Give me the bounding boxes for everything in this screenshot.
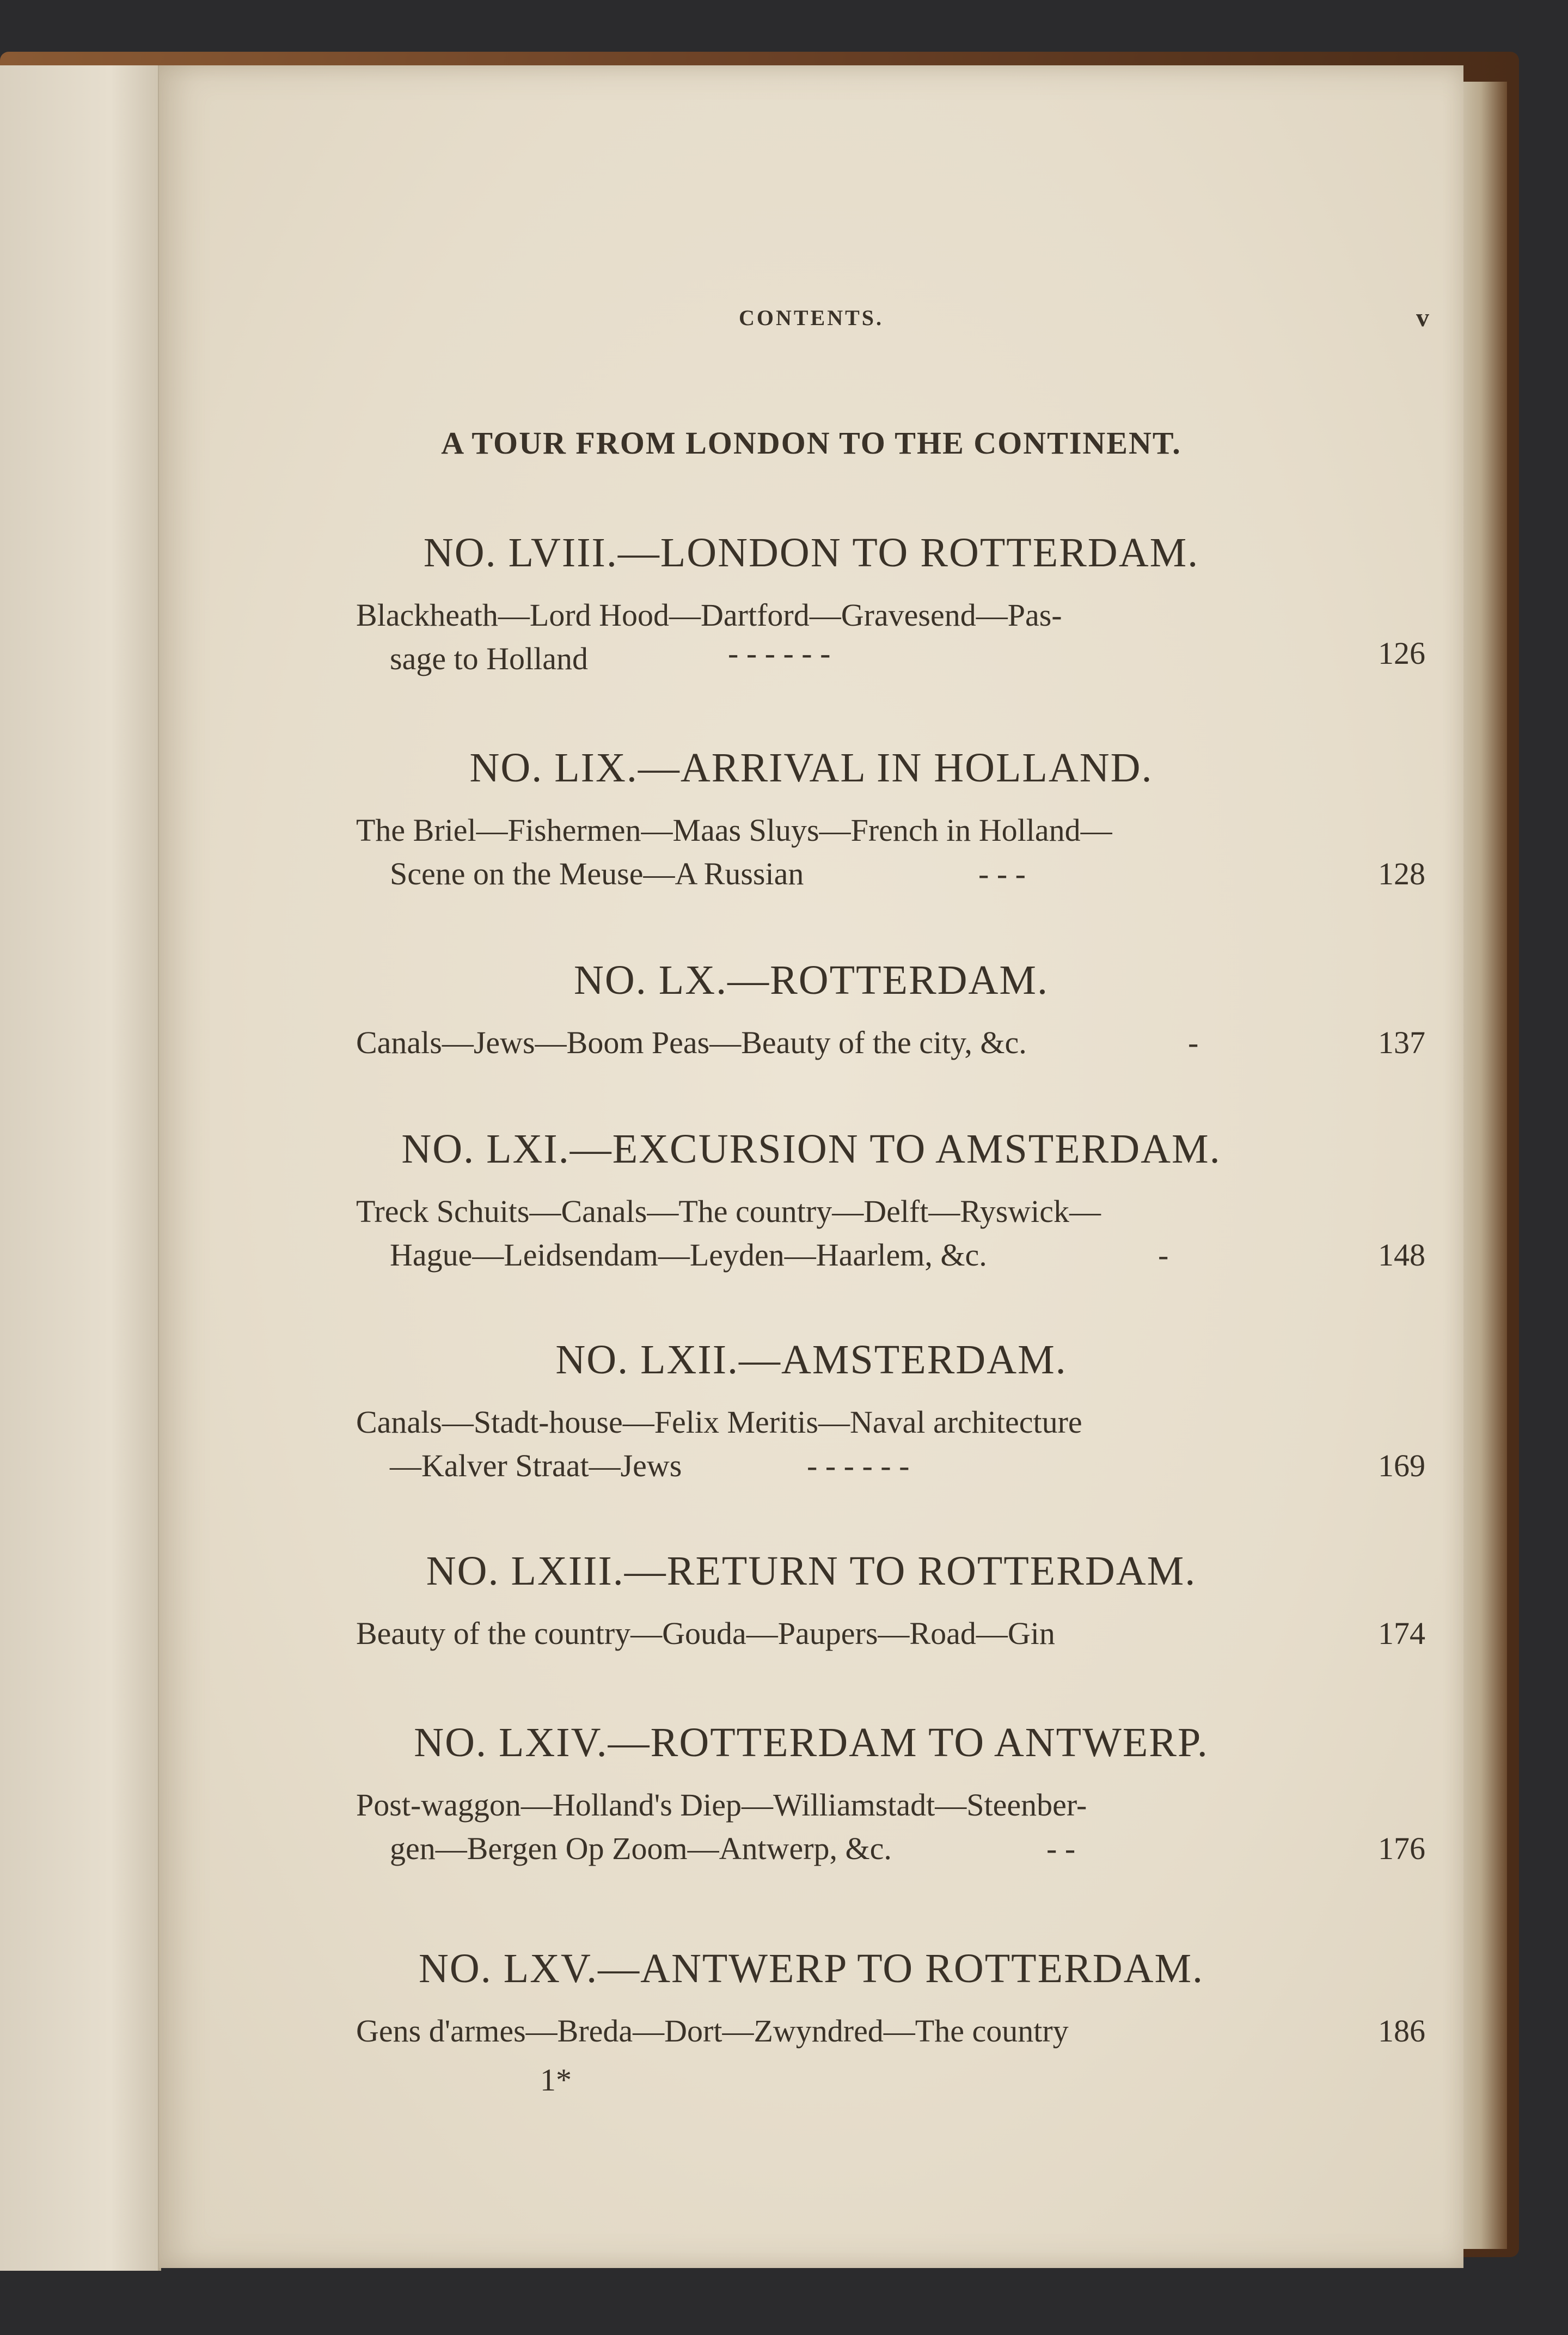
page-stack-edge (1463, 82, 1507, 2249)
page-number: 137 (1378, 1025, 1425, 1060)
page-number: 174 (1378, 1616, 1425, 1651)
page-number: 148 (1378, 1237, 1425, 1273)
contents-entry (159, 1330, 1463, 1483)
chapter-heading: NO. LXIII.—RETURN TO ROTTERDAM. (426, 1548, 1197, 1594)
entry-line-1: Blackheath—Lord Hood—Dartford—Gravesend—Pas- (356, 597, 1062, 633)
chapter-heading: NO. LX.—ROTTERDAM. (574, 957, 1049, 1003)
entry-line-2: Hague—Leidsendam—Leyden—Haarlem, &c. (390, 1237, 987, 1273)
entry-line-1: Canals—Jews—Boom Peas—Beauty of the city, &c. (356, 1025, 1027, 1060)
page-number: 186 (1378, 2013, 1425, 2049)
entry-line-1: Gens d'armes—Breda—Dort—Zwyndred—The country (356, 2013, 1069, 2049)
book-title: A TOUR FROM LONDON TO THE CONTINENT. (441, 425, 1181, 461)
contents-page (159, 65, 1463, 2268)
folio-number: v (1416, 303, 1429, 332)
contents-entry (159, 523, 1463, 676)
page-number: 126 (1378, 635, 1425, 671)
chapter-heading: NO. LXII.—AMSTERDAM. (555, 1337, 1067, 1383)
running-head: CONTENTS. (738, 305, 884, 330)
contents-entry (159, 1713, 1463, 1866)
entry-line-1: The Briel—Fishermen—Maas Sluys—French in Holland— (356, 812, 1112, 848)
entry-line-2: gen—Bergen Op Zoom—Antwerp, &c. (390, 1831, 892, 1866)
contents-entry (159, 1939, 1463, 2049)
chapter-heading: NO. LIX.—ARRIVAL IN HOLLAND. (469, 745, 1153, 791)
dot-leaders: - - - - - - (807, 1448, 910, 1483)
entry-line-1: Beauty of the country—Gouda—Paupers—Road—Gin (356, 1616, 1055, 1651)
page-header (159, 305, 1463, 338)
signature-mark: 1* (540, 2062, 572, 2098)
chapter-heading: NO. LXIV.—ROTTERDAM TO ANTWERP. (414, 1720, 1209, 1765)
dot-leaders: - (1188, 1025, 1199, 1060)
entry-line-2: Scene on the Meuse—A Russian (390, 856, 804, 891)
page-number: 169 (1378, 1448, 1425, 1483)
contents-entry (159, 950, 1463, 1060)
dot-leaders: - - (1046, 1831, 1076, 1866)
page-number: 176 (1378, 1831, 1425, 1866)
entry-line-1: Treck Schuits—Canals—The country—Delft—Ryswick— (356, 1194, 1101, 1229)
entry-line-1: Post-waggon—Holland's Diep—Williamstadt—Steenber- (356, 1787, 1087, 1823)
contents-entry (159, 738, 1463, 891)
left-page-edge (0, 65, 161, 2271)
dot-leaders: - (1158, 1237, 1169, 1273)
dot-leaders: - - - - - - (728, 635, 831, 671)
contents-entry (159, 1119, 1463, 1273)
contents-entry (159, 1541, 1463, 1651)
chapter-heading: NO. LXV.—ANTWERP TO ROTTERDAM. (418, 1946, 1204, 1991)
page-number: 128 (1378, 856, 1425, 891)
entry-line-2: —Kalver Straat—Jews (390, 1448, 682, 1483)
entry-line-2: sage to Holland (390, 641, 589, 676)
entry-line-1: Canals—Stadt-house—Felix Meritis—Naval architecture (356, 1404, 1082, 1440)
chapter-heading: NO. LVIII.—LONDON TO ROTTERDAM. (423, 530, 1199, 576)
chapter-heading: NO. LXI.—EXCURSION TO AMSTERDAM. (401, 1126, 1221, 1172)
dot-leaders: - - - (978, 856, 1026, 891)
